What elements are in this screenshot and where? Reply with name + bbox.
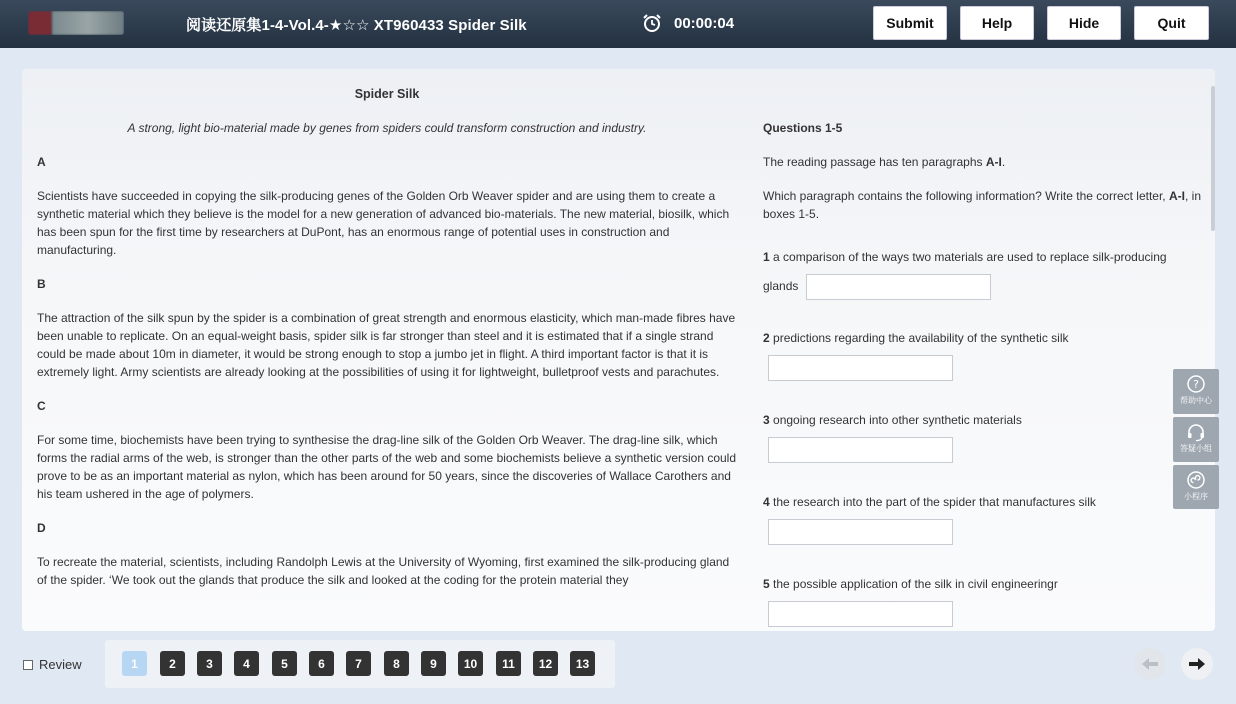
page-button-8[interactable]: 8 (384, 651, 409, 676)
qa-group-widget[interactable] (1173, 417, 1219, 462)
questions-pane[interactable] (763, 69, 1203, 631)
page-button-10[interactable]: 10 (458, 651, 483, 676)
paragraph-label: D (37, 521, 46, 535)
timer-value: 00:00:04 (674, 14, 735, 32)
help-button[interactable]: Help (960, 6, 1034, 40)
next-button[interactable] (1181, 648, 1213, 680)
questions-instructions: Which paragraph contains the following information? Write the correct letter, A-I, in boxes 1-5. (763, 189, 1201, 221)
page-button-11[interactable]: 11 (496, 651, 521, 676)
review-label: Review (39, 657, 82, 672)
paragraph-label: C (37, 399, 46, 413)
content-panel (22, 69, 1215, 631)
paragraph-label: B (37, 277, 46, 291)
arrow-right-icon (1188, 657, 1206, 671)
question-item: 5 the possible application of the silk in civil engineeringr (763, 575, 1203, 627)
answer-input[interactable] (768, 601, 953, 627)
page-button-4[interactable]: 4 (234, 651, 259, 676)
questions-intro: The reading passage has ten paragraphs A-I. (763, 155, 1006, 169)
hide-button[interactable]: Hide (1047, 6, 1121, 40)
question-item: 2 predictions regarding the availability of the synthetic silk (763, 329, 1203, 381)
page-button-2[interactable]: 2 (160, 651, 185, 676)
answer-input[interactable] (806, 274, 991, 300)
page-button-13[interactable]: 13 (570, 651, 595, 676)
arrow-left-icon (1141, 657, 1159, 671)
scrollbar[interactable] (1211, 86, 1215, 231)
passage-title: Spider Silk (354, 87, 420, 101)
previous-button[interactable] (1134, 648, 1166, 680)
page-button-9[interactable]: 9 (421, 651, 446, 676)
question-pager (105, 640, 615, 688)
quit-button[interactable]: Quit (1134, 6, 1209, 40)
question-item: 1 a comparison of the ways two materials are used to replace silk-producing glands (763, 243, 1203, 301)
paragraph-text: Scientists have succeeded in copying the silk-producing genes of the Golden Orb Weaver spider and are using them to create a synthetic material which they believe is the model for a new generation of advanced bio-materials. The new material, biosilk, which has been spun for the first time by researchers at DuPont, has an enormous range of potential uses in construction and manufacturing. (37, 189, 730, 257)
page-button-6[interactable]: 6 (309, 651, 334, 676)
page-button-1[interactable]: 1 (122, 651, 147, 676)
qa-group-label: 答疑小组 (1180, 444, 1212, 453)
top-bar (0, 0, 1236, 48)
headset-icon (1186, 422, 1206, 442)
passage-subtitle: A strong, light bio-material made by genes from spiders could transform construction and industry. (127, 121, 647, 135)
questions-heading: Questions 1-5 (763, 121, 843, 135)
help-center-widget[interactable] (1173, 369, 1219, 414)
answer-input[interactable] (768, 437, 953, 463)
review-checkbox[interactable] (23, 660, 33, 670)
page-button-3[interactable]: 3 (197, 651, 222, 676)
page-button-5[interactable]: 5 (272, 651, 297, 676)
paragraph-text: To recreate the material, scientists, including Randolph Lewis at the University of Wyoming, first examined the silk-producing gland of the spider. ‘We took out the glands that produce the silk and looked at the coding for the protein material they (37, 555, 730, 587)
paragraph-text: For some time, biochemists have been trying to synthesise the drag-line silk of the Golden Orb Weaver. The drag-line silk, which forms the radial arms of the web, is stronger than the other parts of the web and some biochemists believe a synthetic version could prove to be as an important material as nylon, which has been around for 50 years, since the discoveries of Wallace Carothers and his team ushered in the age of polymers. (37, 433, 737, 501)
svg-text:?: ? (1193, 378, 1199, 391)
paragraph-text: The attraction of the silk spun by the spider is a combination of great strength and enormous elasticity, which man-made fibres have been unable to replicate. On an equal-weight basis, spider silk is far stronger than steel and it is estimated that if a single strand could be made about 10m in diameter, it would be strong enough to stop a jumbo jet in flight. A third important factor is that it is extremely light. Army scientists are already looking at the possibilities of using it for lightweight, bulletproof vests and parachutes. (37, 311, 736, 379)
mini-program-label: 小程序 (1184, 492, 1208, 501)
logo (28, 11, 124, 35)
mini-program-widget[interactable] (1173, 465, 1219, 509)
review-toggle[interactable] (23, 657, 82, 672)
page-button-12[interactable]: 12 (533, 651, 558, 676)
alarm-clock-icon (642, 13, 662, 33)
question-item: 3 ongoing research into other synthetic materials (763, 411, 1203, 463)
test-title: 阅读还原集1-4-Vol.4-★☆☆ XT960433 Spider Silk (186, 17, 527, 34)
question-item: 4 the research into the part of the spider that manufactures silk (763, 493, 1203, 545)
help-center-label: 帮助中心 (1180, 396, 1212, 405)
answer-input[interactable] (768, 355, 953, 381)
paragraph-label: A (37, 155, 46, 169)
timer (642, 13, 734, 33)
question-circle-icon (1186, 374, 1206, 394)
mini-program-icon (1186, 470, 1206, 490)
page-button-7[interactable]: 7 (346, 651, 371, 676)
reading-passage[interactable] (37, 69, 737, 631)
submit-button[interactable]: Submit (873, 6, 947, 40)
answer-input[interactable] (768, 519, 953, 545)
